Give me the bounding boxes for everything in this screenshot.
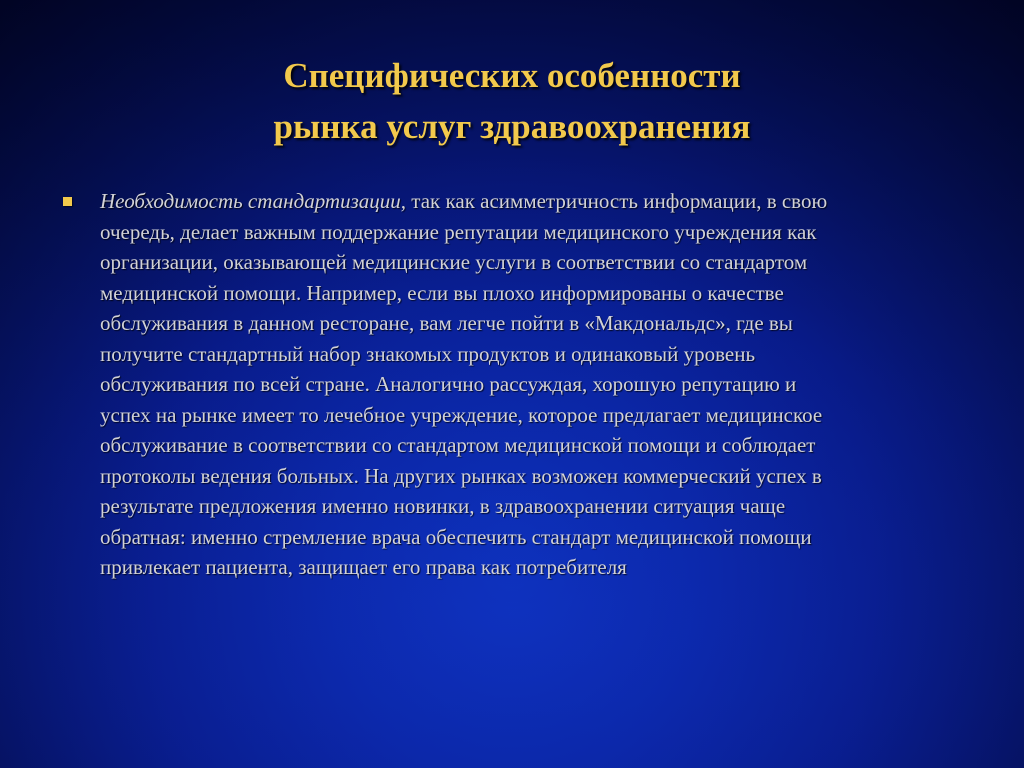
bullet-line: привлекает пациента, защищает его права как потребителя [100, 555, 627, 579]
slide-title [0, 50, 1024, 152]
bullet-line: обслуживания по всей стране. Аналогично рассуждая, хорошую репутацию и [100, 372, 797, 396]
bullet-line: медицинской помощи. Например, если вы плохо информированы о качестве [100, 280, 784, 305]
bullet-lead-italic: Необходимость стандартизации, [100, 189, 407, 213]
bullet-line: организации, оказывающей медицинские услуги в соответствии со стандартом [100, 250, 808, 274]
bullet-line: результате предложения именно новинки, в здравоохранении ситуация чаще [100, 494, 786, 518]
bullet-line: протоколы ведения больных. На других рынках возможен коммерческий успех в [100, 463, 822, 488]
bullet-item [60, 186, 960, 583]
bullet-line: обслуживание в соответствии со стандартом медицинской помощи и соблюдает [100, 433, 816, 457]
bullet-line: получите стандартный набор знакомых продуктов и одинаковый уровень [100, 341, 756, 366]
bullet-line: обратная: именно стремление врача обеспечить стандарт медицинской помощи [100, 524, 812, 549]
slide-title-line-1: Специфических особенности [283, 56, 741, 95]
bullet-line: обслуживания в данном ресторане, вам легче пойти в «Макдональдс», где вы [100, 311, 793, 335]
slide-title-line-2: рынка услуг здравоохранения [273, 107, 751, 146]
bullet-line-text: так как асимметричность информации, в свою [406, 189, 828, 213]
bullet-text [100, 186, 960, 583]
bullet-square-icon [63, 197, 72, 206]
bullet-line: успех на рынке имеет то лечебное учреждение, которое предлагает медицинское [100, 402, 823, 427]
bullet-line-1 [100, 186, 960, 217]
bullet-line: очередь, делает важным поддержание репутации медицинского учреждения как [100, 219, 817, 244]
